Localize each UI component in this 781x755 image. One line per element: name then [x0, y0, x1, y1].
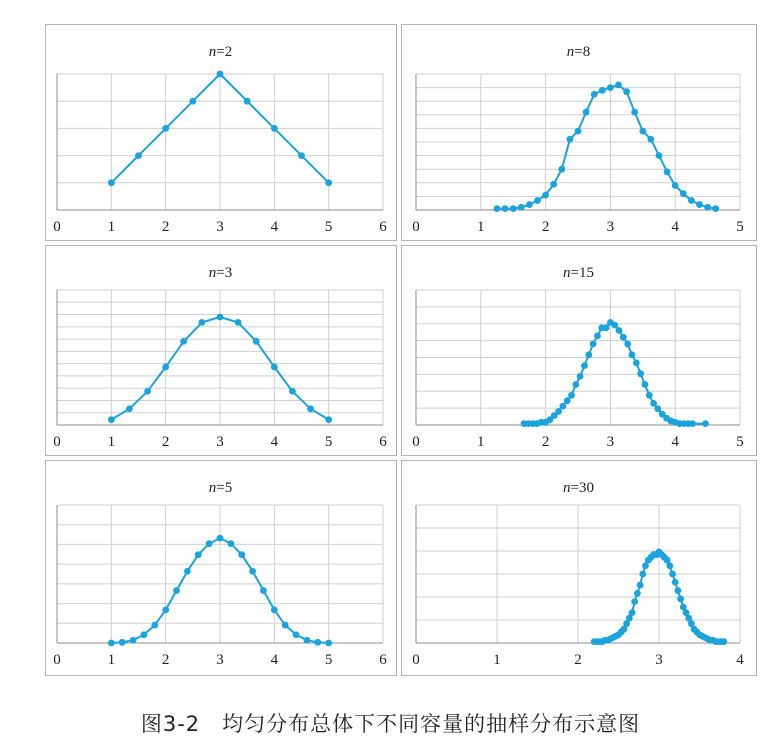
- data-point: [217, 71, 224, 78]
- x-tick-label: 0: [412, 219, 420, 235]
- panel-title-value: =30: [570, 480, 594, 496]
- data-point: [253, 338, 260, 345]
- panel-title-variable: n: [208, 480, 217, 496]
- data-point: [590, 341, 597, 348]
- panel-title-value: =8: [574, 44, 591, 60]
- data-point: [616, 327, 623, 334]
- x-tick-label: 1: [107, 434, 116, 450]
- data-point: [669, 571, 676, 578]
- x-tick-label: 2: [574, 652, 582, 668]
- data-point: [689, 420, 696, 427]
- data-point: [271, 606, 278, 613]
- data-point: [282, 622, 289, 629]
- data-point: [494, 205, 501, 212]
- data-point: [184, 568, 191, 575]
- data-point: [629, 609, 636, 616]
- data-point: [217, 314, 224, 321]
- data-point: [631, 598, 638, 605]
- data-point: [680, 190, 687, 197]
- x-tick-label: 0: [53, 434, 61, 450]
- chart-panel-1: [46, 25, 397, 241]
- data-point: [704, 204, 711, 211]
- data-point: [674, 587, 681, 594]
- data-point: [293, 631, 300, 638]
- data-point: [581, 362, 588, 369]
- data-point: [620, 334, 627, 341]
- x-tick-label: 4: [270, 219, 279, 235]
- data-point: [162, 364, 169, 371]
- x-tick-label: 5: [736, 434, 744, 450]
- x-tick-label: 5: [324, 219, 333, 235]
- x-tick-label: 3: [216, 219, 224, 235]
- x-tick-label: 6: [379, 219, 387, 235]
- data-point: [677, 595, 684, 602]
- x-tick-label: 0: [412, 434, 420, 450]
- data-point: [594, 333, 601, 340]
- data-point: [108, 416, 115, 423]
- data-point: [325, 640, 332, 647]
- data-point: [502, 205, 509, 212]
- data-point: [144, 388, 151, 395]
- data-point: [688, 197, 695, 204]
- data-point: [639, 571, 646, 578]
- x-tick-label: 5: [324, 652, 333, 668]
- data-point: [195, 551, 202, 558]
- chart-panel-3: [46, 246, 397, 456]
- data-point: [666, 562, 673, 569]
- x-tick-label: 0: [53, 652, 61, 668]
- x-tick-label: 4: [736, 652, 744, 668]
- panel-title-value: =3: [216, 265, 233, 281]
- data-point: [672, 579, 679, 586]
- data-point: [646, 392, 653, 399]
- data-point: [298, 152, 305, 159]
- panel-title: [209, 265, 232, 281]
- data-point: [672, 182, 679, 189]
- data-point: [585, 351, 592, 358]
- data-point: [607, 84, 614, 91]
- data-point: [568, 392, 575, 399]
- panel-title-variable: n: [563, 480, 571, 496]
- data-point: [271, 125, 278, 132]
- data-point: [550, 181, 557, 188]
- x-tick-label: 2: [161, 219, 170, 235]
- data-point: [564, 397, 571, 404]
- x-tick-label: 3: [606, 434, 615, 450]
- data-point: [162, 606, 169, 613]
- data-point: [304, 637, 311, 644]
- data-point: [180, 338, 187, 345]
- data-point: [615, 81, 622, 88]
- data-point: [712, 205, 719, 212]
- data-point: [599, 87, 606, 94]
- data-point: [555, 408, 562, 415]
- data-point: [307, 405, 314, 412]
- data-point: [629, 351, 636, 358]
- data-point: [720, 638, 727, 645]
- data-point: [119, 639, 126, 646]
- data-point: [623, 88, 630, 95]
- panel-title-value: =15: [570, 265, 594, 281]
- data-point: [637, 370, 644, 377]
- data-point: [244, 98, 251, 105]
- data-point: [702, 420, 709, 427]
- x-tick-label: 2: [541, 434, 550, 450]
- x-tick-label: 4: [270, 434, 279, 450]
- x-tick-label: 3: [216, 434, 224, 450]
- data-point: [650, 400, 657, 407]
- x-tick-label: 1: [477, 219, 485, 235]
- x-tick-label: 6: [379, 652, 387, 668]
- data-point: [325, 416, 332, 423]
- x-tick-label: 4: [270, 652, 279, 668]
- data-point: [510, 205, 517, 212]
- chart-panel-4: [402, 246, 757, 456]
- panel-title: [209, 44, 232, 60]
- data-point: [325, 179, 332, 186]
- data-point: [162, 125, 169, 132]
- x-tick-label: 6: [379, 434, 387, 450]
- x-tick-label: 5: [324, 434, 333, 450]
- data-point: [591, 91, 598, 98]
- data-point: [260, 587, 267, 594]
- data-point: [314, 639, 321, 646]
- x-tick-label: 4: [671, 434, 679, 450]
- chart-panel-6: [402, 461, 757, 676]
- data-point: [575, 128, 582, 135]
- data-point: [249, 568, 256, 575]
- data-point: [235, 319, 242, 326]
- data-point: [631, 109, 638, 116]
- data-point: [108, 179, 115, 186]
- data-point: [611, 322, 618, 329]
- chart-panel-5: [46, 461, 397, 676]
- x-tick-label: 1: [107, 219, 116, 235]
- data-point: [526, 201, 533, 208]
- data-point: [199, 319, 206, 326]
- x-tick-label: 1: [107, 652, 116, 668]
- panel-title: [567, 44, 590, 60]
- panel-title: [563, 480, 594, 496]
- data-point: [151, 622, 158, 629]
- data-point: [518, 204, 525, 211]
- x-tick-label: 2: [161, 652, 170, 668]
- data-point: [567, 136, 574, 143]
- data-point: [648, 136, 655, 143]
- panel-title-variable: n: [208, 44, 217, 60]
- figure-caption: 图3-2 均匀分布总体下不同容量的抽样分布示意图: [140, 712, 641, 736]
- data-point: [289, 388, 296, 395]
- data-point: [572, 381, 579, 388]
- x-tick-label: 3: [606, 219, 615, 235]
- data-point: [217, 535, 224, 542]
- data-point: [542, 192, 549, 199]
- x-tick-label: 1: [477, 434, 485, 450]
- panel-title-variable: n: [208, 265, 217, 281]
- panel-title-value: =5: [216, 480, 233, 496]
- x-tick-label: 3: [216, 652, 224, 668]
- data-point: [560, 403, 567, 410]
- x-tick-label: 0: [412, 652, 420, 668]
- panel-title-value: =2: [216, 44, 233, 60]
- x-tick-label: 0: [53, 219, 61, 235]
- x-tick-label: 2: [541, 219, 550, 235]
- data-point: [583, 109, 590, 116]
- panel-title-variable: n: [563, 265, 571, 281]
- x-tick-label: 5: [736, 219, 744, 235]
- data-point: [696, 201, 703, 208]
- data-point: [108, 640, 115, 647]
- data-point: [637, 582, 644, 589]
- data-point: [624, 341, 631, 348]
- data-point: [135, 152, 142, 159]
- x-tick-label: 4: [671, 219, 679, 235]
- data-point: [558, 166, 565, 173]
- panel-title: [209, 480, 232, 496]
- data-point: [271, 364, 278, 371]
- data-point: [126, 405, 133, 412]
- data-point: [664, 169, 671, 176]
- data-point: [634, 590, 641, 597]
- data-point: [173, 587, 180, 594]
- data-point: [227, 540, 234, 547]
- data-point: [603, 324, 610, 331]
- data-point: [189, 98, 196, 105]
- data-point: [534, 197, 541, 204]
- data-point: [656, 152, 663, 159]
- data-point: [654, 405, 661, 412]
- data-point: [633, 360, 640, 367]
- x-tick-label: 3: [655, 652, 663, 668]
- x-tick-label: 2: [161, 434, 170, 450]
- data-point: [238, 551, 245, 558]
- data-point: [639, 128, 646, 135]
- data-point: [642, 381, 649, 388]
- chart-panel-2: [402, 25, 757, 241]
- data-point: [141, 631, 148, 638]
- data-point: [577, 373, 584, 380]
- x-tick-label: 1: [493, 652, 501, 668]
- panel-title: [563, 265, 594, 281]
- panel-title-variable: n: [566, 44, 575, 60]
- data-point: [130, 637, 137, 644]
- data-point: [206, 540, 213, 547]
